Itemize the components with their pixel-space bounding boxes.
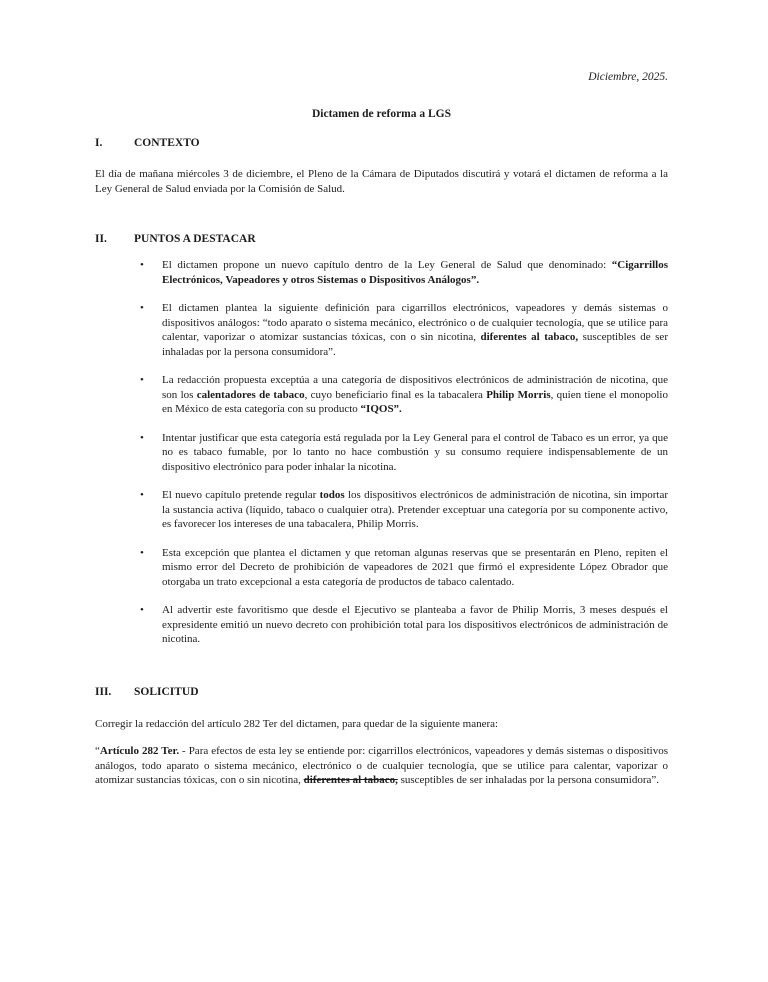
bullet-item	[95, 301, 668, 359]
bullet-list	[95, 258, 668, 647]
section-numeral-context: I.	[95, 137, 103, 149]
bullet-item	[95, 603, 668, 647]
context-paragraph: El día de mañana miércoles 3 de diciembre, el Pleno de la Cámara de Diputados discutirá y votará el dictamen de reforma a la Ley General de Salud enviada por la Comisión de Salud.	[95, 168, 668, 195]
bullet-text: Intentar justificar que esta categoría está regulada por la Ley General para el control de Tabaco es un error, ya que no es tabaco fumable, por lo tanto no hace combustión y su consumo requiere indispensablemente de un dispositivo electrónico para poder inhalar la nicotina.	[162, 431, 668, 473]
bullet-text: El dictamen plantea la siguiente definición para cigarrillos electrónicos, vapeadores y demás sistemas o dispositivos análogos: “todo aparato o sistema mecánico, electrónico o de cualquier tecnología, que se utilice para calentar, vaporizar o atomizar sustancias tóxicas, con o sin nicotina, diferentes al tabaco, susceptibles de ser inhaladas por la persona consumidora”.	[162, 302, 668, 358]
bullet-marker: •	[140, 302, 144, 314]
bullet-marker: •	[140, 604, 144, 616]
bullet-text: La redacción propuesta exceptúa a una categoría de dispositivos electrónicos de administración de nicotina, que son los calentadores de tabaco, cuyo beneficiario final es la tabacalera Philip Morris, quien tiene el monopolio en México de esta categoría con su producto “IQOS”.	[162, 374, 668, 415]
bullet-marker: •	[140, 259, 144, 271]
section-numeral-request: III.	[95, 685, 112, 698]
bullet-marker: •	[140, 374, 144, 386]
article-paragraph: “Artículo 282 Ter. - Para efectos de esta ley se entiende por: cigarrillos electrónicos, vapeadores y demás sistemas o dispositivos análogos, todo aparato o sistema mecánico, electrónico o de cualquier tecnología, que se utilice para calentar, vaporizar o atomizar sustancias tóxicas, con o sin nicotina, diferentes al tabaco, susceptibles de ser inhaladas por la persona consumidora”.	[95, 745, 668, 786]
bullet-text: El nuevo capítulo pretende regular todos los dispositivos electrónicos de administración de nicotina, sin importar la sustancia activa (líquido, tabaco o cualquier otra). Pretender exceptuar una categoría por su componente activo, es favorecer los intereses de una tabacalera, Philip Morris.	[162, 489, 668, 530]
bullet-item	[95, 488, 668, 532]
section-heading-request	[95, 685, 668, 699]
bullet-item	[95, 546, 668, 590]
document-title: Dictamen de reforma a LGS	[311, 108, 452, 120]
bullet-text: Al advertir este favoritismo que desde el Ejecutivo se planteaba a favor de Philip Morris, 3 meses después el expresidente emitió un nuevo decreto con prohibición total para los dispositivos electrónicos de administración de nicotina.	[162, 604, 668, 645]
bullet-item	[95, 258, 668, 287]
request-paragraph: Corregir la redacción del artículo 282 Ter del dictamen, para quedar de la siguiente manera:	[95, 717, 499, 730]
bullet-marker: •	[140, 546, 144, 559]
section-heading-points	[95, 232, 668, 246]
bullet-item	[95, 431, 668, 475]
bullet-item	[95, 373, 668, 417]
section-title-points: PUNTOS A DESTACAR	[134, 233, 256, 245]
section-title-context: CONTEXTO	[134, 137, 200, 149]
document-date: Diciembre, 2025.	[588, 71, 668, 83]
bullet-marker: •	[140, 431, 144, 444]
bullet-text: El dictamen propone un nuevo capítulo dentro de la Ley General de Salud que denominado: “Cigarrillos Electrónicos, Vapeadores y otros Sistemas o Dispositivos Análogos”.	[162, 259, 668, 286]
bullet-text: Esta excepción que plantea el dictamen y que retoman algunas reservas que se presentarán en Pleno, repiten el mismo error del Decreto de prohibición de vapeadores de 2021 que firmó el expresidente López Obrador que otorgaba un trato excepcional a esta categoría de productos de tabaco calentado.	[162, 546, 668, 588]
section-numeral-points: II.	[95, 233, 107, 245]
bullet-marker: •	[140, 489, 144, 501]
section-title-request: SOLICITUD	[134, 685, 199, 698]
section-heading-context	[95, 136, 668, 150]
